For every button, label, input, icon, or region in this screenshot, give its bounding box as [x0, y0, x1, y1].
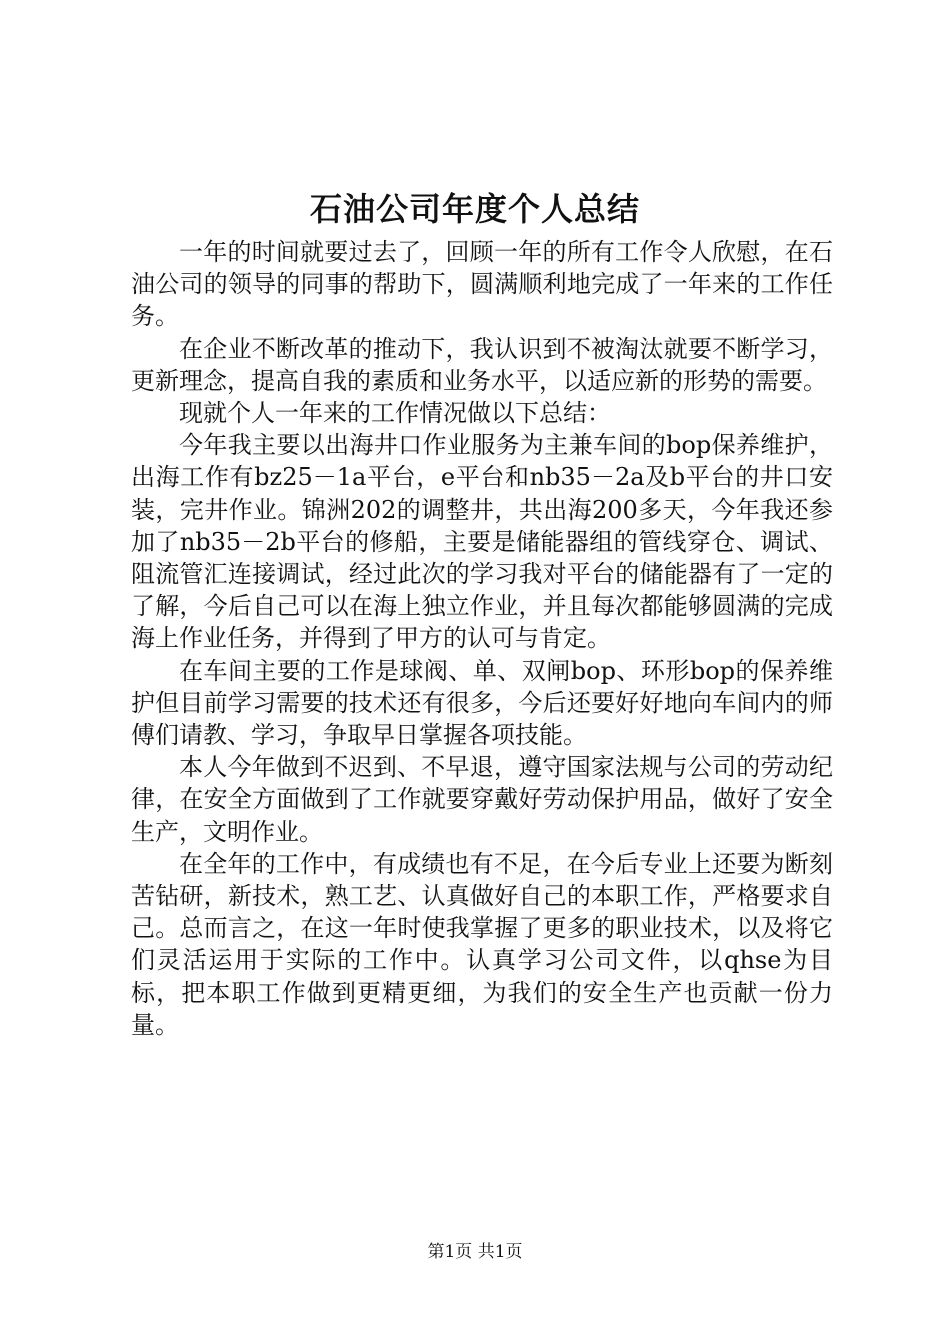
paragraph-conclusion: 在全年的工作中，有成绩也有不足，在今后专业上还要为断刻苦钻研，新技术，熟工艺、认真做好自己的本职工作，严格要求自己。总而言之，在这一年时使我掌握了更多的职业技术，以及将它们灵活运用于实际的工作中。认真学习公司文件，以qhse为目标，把本职工作做到更精更细，为我们的安全生产也贡献一份力量。 — [131, 849, 833, 1039]
document-title: 石油公司年度个人总结 — [309, 190, 640, 228]
paragraph-offshore-work: 今年我主要以出海井口作业服务为主兼车间的bop保养维护，出海工作有bz25－1a平台，e平台和nb35－2a及b平台的井口安装，完井作业。锦洲202的调整井，共出海200多天，今年我还参加了nb35－2b平台的修船，主要是储能器组的管线穿仓、调试、阻流管汇连接调试，经过此次的学习我对平台的储能器有了一定的了解，今后自己可以在海上独立作业，并且每次都能够圆满的完成海上作业任务，并得到了甲方的认可与肯定。 — [131, 431, 833, 653]
document-body — [131, 236, 833, 1041]
paragraph-intro: 一年的时间就要过去了，回顾一年的所有工作令人欣慰，在石油公司的领导的同事的帮助下，圆满顺利地完成了一年来的工作任务。 — [131, 238, 833, 331]
paragraph-discipline: 本人今年做到不迟到、不早退，遵守国家法规与公司的劳动纪律，在安全方面做到了工作就要穿戴好劳动保护用品，做好了安全生产，文明作业。 — [131, 753, 833, 846]
paragraph-reform: 在企业不断改革的推动下，我认识到不被淘汰就要不断学习，更新理念，提高自我的素质和业务水平，以适应新的形势的需要。 — [131, 334, 833, 395]
page-footer: 第1页 共1页 — [427, 1242, 523, 1262]
paragraph-workshop: 在车间主要的工作是球阀、单、双闸bop、环形bop的保养维护但目前学习需要的技术还有很多，今后还要好好地向车间内的师傅们请教、学习，争取早日掌握各项技能。 — [131, 656, 833, 750]
paragraph-summary-lead: 现就个人一年来的工作情况做以下总结： — [179, 399, 611, 428]
